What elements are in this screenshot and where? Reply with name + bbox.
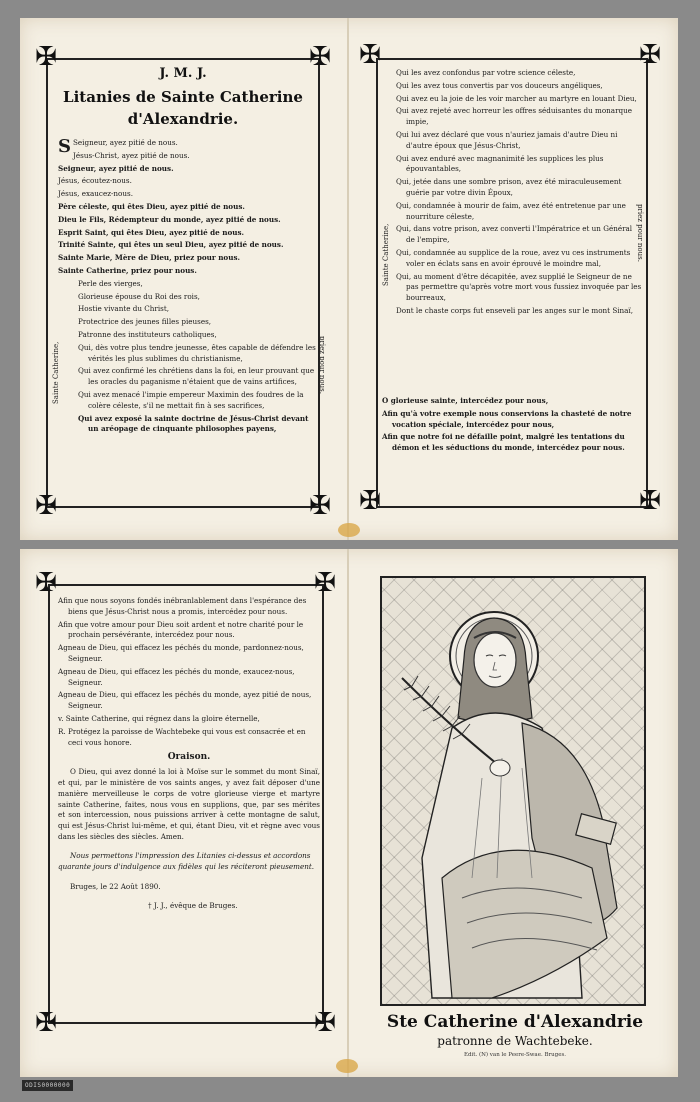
- litany-line: Seigneur, ayez pitié de nous.: [58, 163, 174, 173]
- litany-line: Hostie vivante du Christ,: [78, 304, 170, 314]
- corner-ornament-icon: ✠: [309, 491, 331, 521]
- litany-line: Qui, au moment d'être décapitée, avez supplié le Seigneur de ne pas permettre qu'après votre mort vous fussiez invoquée par les bourreaux,: [396, 271, 642, 303]
- litany-line: Qui avez rejeté avec horreur les offres séduisantes du monarque impie,: [396, 106, 633, 127]
- litany-line: Dieu le Fils, Rédempteur du monde, ayez pitié de nous.: [58, 214, 281, 224]
- corner-ornament-icon: ✠: [35, 42, 57, 72]
- fold-line: [347, 549, 349, 1077]
- header-jmj: J. M. J.: [159, 66, 207, 81]
- saint-image-panel: [372, 572, 658, 1062]
- caption-publisher: Edit. (N) van le Peere-Swae. Bruges.: [463, 1052, 567, 1058]
- litany-line: Agneau de Dieu, qui effacez les péchés du monde, exaucez-nous, Seigneur.: [58, 666, 295, 687]
- litany-line: Qui avez eu la joie de les voir marcher au martyre en louant Dieu,: [396, 93, 637, 103]
- litany-line: Afin que nous soyons fondés inébranlablement dans l'espérance des biens que Jésus-Christ nous a promis, intercédez pour nous.: [58, 596, 307, 616]
- dropcap: S: [58, 136, 71, 157]
- stain: [338, 523, 360, 537]
- page-title-2: d'Alexandrie.: [127, 110, 239, 128]
- corner-ornament-icon: ✠: [359, 486, 381, 516]
- litany-text-end: [382, 396, 644, 456]
- corner-ornament-icon: ✠: [309, 42, 331, 72]
- litany-line: Qui avez confirmé les chrétiens dans la foi, en leur prouvant que les oracles du paganisme n'étaient que de vains artifices,: [78, 366, 315, 387]
- litany-page-1: [26, 36, 342, 521]
- litany-line: Agneau de Dieu, qui effacez les péchés du monde, ayez pitié de nous, Seigneur.: [58, 690, 312, 711]
- litany-line: Seigneur, ayez pitié de nous.: [73, 138, 178, 147]
- litany-line: Qui, condamnée à mourir de faim, avez été entretenue par une nourriture céleste,: [396, 200, 626, 221]
- prayer-title: Oraison.: [167, 752, 211, 763]
- litany-line: Patronne des instituteurs catholiques,: [78, 329, 217, 339]
- side-label-right: priez pour nous.: [318, 336, 326, 394]
- corner-ornament-icon: ✠: [35, 568, 57, 598]
- litany-page-3: [26, 562, 342, 1042]
- litany-line: Qui avez menacé l'impie empereur Maximin des foudres de la colère céleste, s'il ne mettait fin à ses sacrifices,: [78, 389, 304, 410]
- litany-line: R. Protégez la paroisse de Wachtebeke qui vous est consacrée et en ceci vous honore.: [58, 726, 306, 747]
- corner-ornament-icon: ✠: [35, 1008, 57, 1038]
- litany-line: Qui, dès votre plus tendre jeunesse, êtes capable de défendre les vérités les plus sublimes du christianisme,: [78, 342, 316, 363]
- litany-line: Qui, jetée dans une sombre prison, avez été miraculeusement guérie par votre divin Époux,: [396, 177, 622, 197]
- litany-line: Agneau de Dieu, qui effacez les péchés du monde, pardonnez-nous, Seigneur.: [58, 643, 304, 663]
- litany-line: Protectrice des jeunes filles pieuses,: [78, 317, 212, 327]
- litany-line: Esprit Saint, qui êtes Dieu, ayez pitié de nous.: [58, 227, 245, 237]
- litany-line: O glorieuse sainte, intercédez pour nous,: [382, 396, 549, 405]
- fold-line: [347, 18, 349, 540]
- corner-ornament-icon: ✠: [359, 40, 381, 70]
- litany-line: Perle des vierges,: [78, 278, 143, 288]
- litany-line: Afin que votre amour pour Dieu soit ardent et notre charité pour le prochain persévérante, intercédez pour nous.: [58, 619, 304, 640]
- engraving-frame: [380, 576, 646, 1006]
- litany-line: Jésus, écoutez-nous.: [58, 176, 132, 186]
- corner-ornament-icon: ✠: [314, 1008, 336, 1038]
- corner-ornament-icon: ✠: [35, 491, 57, 521]
- litany-line: Qui avez exposé la sainte doctrine de Jésus-Christ devant un aréopage de cinquante philosophes payens,: [78, 413, 309, 434]
- litany-line: Afin qu'à votre exemple nous conservions la chasteté de notre vocation spéciale, intercédez pour nous,: [382, 408, 632, 429]
- litany-line: Jésus-Christ, ayez pitié de nous.: [73, 150, 190, 160]
- caption-title: Ste Catherine d'Alexandrie: [386, 1012, 644, 1032]
- litany-line: Qui, dans votre prison, avez converti l'Impératrice et un Général de l'empire,: [396, 224, 633, 245]
- litany-text: [58, 138, 318, 437]
- side-label-left: Sainte Catherine,: [382, 223, 390, 286]
- saint-catherine-engraving: [382, 578, 644, 1004]
- side-label-right: priez pour nous.: [636, 204, 644, 262]
- litany-line: Glorieuse épouse du Roi des rois,: [78, 291, 200, 301]
- litany-line: Qui les avez confondus par votre science céleste,: [396, 68, 576, 77]
- stain: [336, 1059, 358, 1073]
- imprimatur-date: Bruges, le 22 Août 1890.: [70, 882, 161, 892]
- caption-subtitle: patronne de Wachtebeke.: [437, 1034, 593, 1048]
- litany-line: Qui lui avez déclaré que vous n'auriez jamais d'autre Dieu ni d'autre époux que Jésus-Christ,: [396, 129, 618, 150]
- face: [474, 633, 516, 687]
- litany-line: Qui, condamnée au supplice de la roue, avez vu ces instruments voler en éclats sans en avoir éprouvé le moindre mal,: [396, 247, 631, 268]
- litany-line: Qui avez enduré avec magnanimité les supplices les plus épouvantables,: [396, 153, 604, 174]
- page-title: Litanies de Sainte Catherine: [63, 88, 303, 106]
- corner-ornament-icon: ✠: [314, 568, 336, 598]
- litany-line: Trinité Sainte, qui êtes un seul Dieu, ayez pitié de nous.: [58, 240, 284, 250]
- corner-ornament-icon: ✠: [639, 486, 661, 516]
- litany-line: Père céleste, qui êtes Dieu, ayez pitié de nous.: [58, 201, 245, 211]
- imprimatur-signature: † J. J., évêque de Bruges.: [148, 901, 238, 911]
- side-label-left: Sainte Catherine,: [52, 341, 60, 404]
- archive-stamp: ODIS0000000: [22, 1080, 73, 1091]
- litany-line: Qui les avez tous convertis par vos douceurs angéliques,: [396, 80, 603, 90]
- litany-text: [396, 68, 642, 319]
- indulgence-note: Nous permettons l'impression des Litanies ci-dessus et accordons quarante jours d'indulgence aux fidèles qui les réciteront pieusement.: [58, 850, 315, 871]
- litany-line: Sainte Marie, Mère de Dieu, priez pour nous.: [58, 253, 240, 263]
- litany-line: v. Sainte Catherine, qui régnez dans la gloire éternelle,: [58, 713, 260, 723]
- litany-line: Sainte Catherine, priez pour nous.: [58, 265, 197, 275]
- litany-text: [58, 596, 320, 914]
- litany-line: Jésus, exaucez-nous.: [58, 189, 133, 199]
- litany-page-2: [352, 36, 672, 516]
- prayer-text: O Dieu, qui avez donné la loi à Moïse sur le sommet du mont Sinaï, et qui, par le ministère de vos saints anges, y avez fait déposer d'une manière merveilleuse le corps de votre glorieuse vierge et martyre sainte Catherine, faites, nous vous en supplions, que, par ses mérites et son intercession, nous puissions arriver à cette montagne de salut, qui est Jésus-Christ lui-même, et qui, étant Dieu, vit et règne avec vous dans les siècles des siècles. Amen.: [58, 767, 320, 841]
- litany-line: Afin que notre foi ne défaille point, malgré les tentations du démon et les séductions du monde, intercédez pour nous.: [382, 432, 625, 453]
- corner-ornament-icon: ✠: [639, 40, 661, 70]
- litany-line: Dont le chaste corps fut enseveli par les anges sur le mont Sinaï,: [396, 305, 634, 315]
